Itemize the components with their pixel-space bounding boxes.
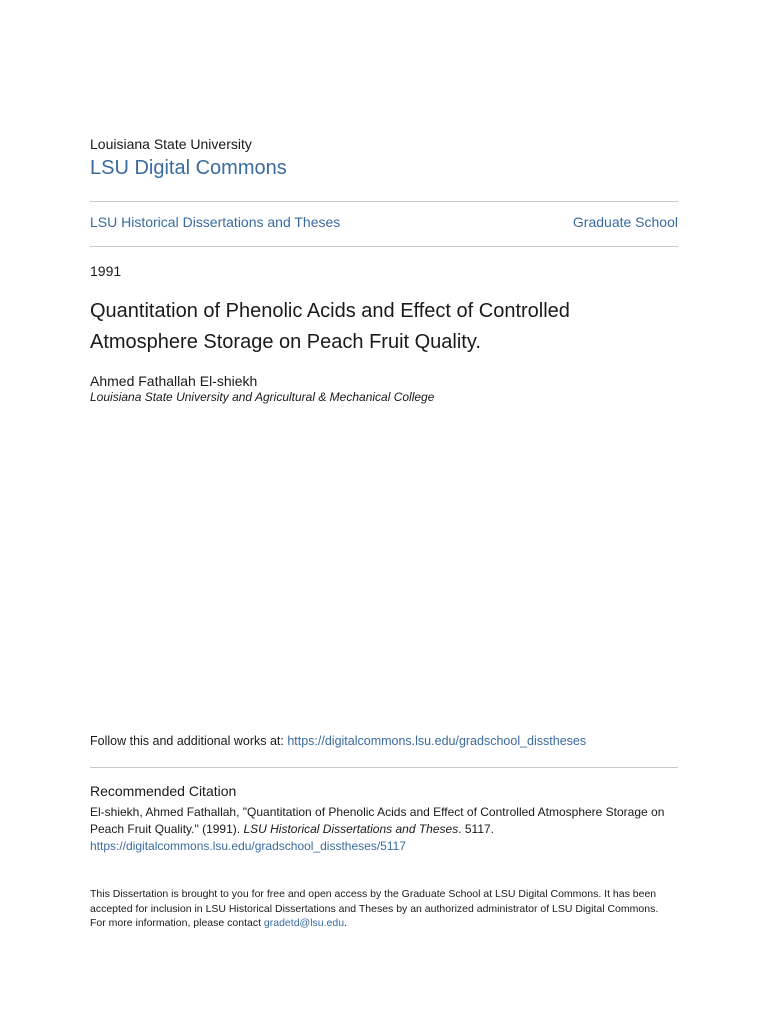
citation-link[interactable]: https://digitalcommons.lsu.edu/gradschool_disstheses/5117 xyxy=(90,839,406,853)
follow-line xyxy=(90,734,586,748)
cover-page xyxy=(90,0,678,1024)
author-name: Ahmed Fathallah El-shiekh xyxy=(90,373,258,389)
citation-start: El-shiekh, Ahmed Fathallah, "Quantitation of Phenolic Acids and Effect of Controlled Atmosphere Storage on Peach Fruit Quality." (1991). xyxy=(90,805,665,836)
series-link[interactable]: LSU Historical Dissertations and Theses xyxy=(90,214,341,230)
follow-label: Follow this and additional works at: xyxy=(90,734,288,748)
follow-link[interactable]: https://digitalcommons.lsu.edu/gradschool_disstheses xyxy=(287,734,587,748)
collection-row xyxy=(90,214,678,230)
footer-text: This Dissertation is brought to you for free and open access by the Graduate School at LSU Digital Commons. It has been accepted for inclusion in LSU Historical Dissertations and Theses by an authorized administrator of LSU Digital Commons. For more information, please contact xyxy=(90,888,659,929)
citation-series: LSU Historical Dissertations and Theses xyxy=(243,822,459,836)
author-affiliation: Louisiana State University and Agricultural & Mechanical College xyxy=(90,390,435,404)
citation-text xyxy=(90,804,678,855)
contact-email-link[interactable]: gradetd@lsu.edu xyxy=(263,917,345,929)
publication-year: 1991 xyxy=(90,263,122,279)
footer-end: . xyxy=(344,917,347,929)
divider-bottom xyxy=(90,767,678,768)
university-name: Louisiana State University xyxy=(90,136,252,152)
citation-end: . 5117. xyxy=(458,822,495,836)
repository-link[interactable]: LSU Digital Commons xyxy=(90,157,287,179)
footer-notice xyxy=(90,887,665,931)
graduate-school-link[interactable]: Graduate School xyxy=(572,214,678,230)
citation-heading: Recommended Citation xyxy=(90,783,237,799)
divider-middle xyxy=(90,246,678,247)
document-title: Quantitation of Phenolic Acids and Effect of Controlled Atmosphere Storage on Peach Fruit Quality. xyxy=(90,300,570,353)
divider-top xyxy=(90,201,678,202)
